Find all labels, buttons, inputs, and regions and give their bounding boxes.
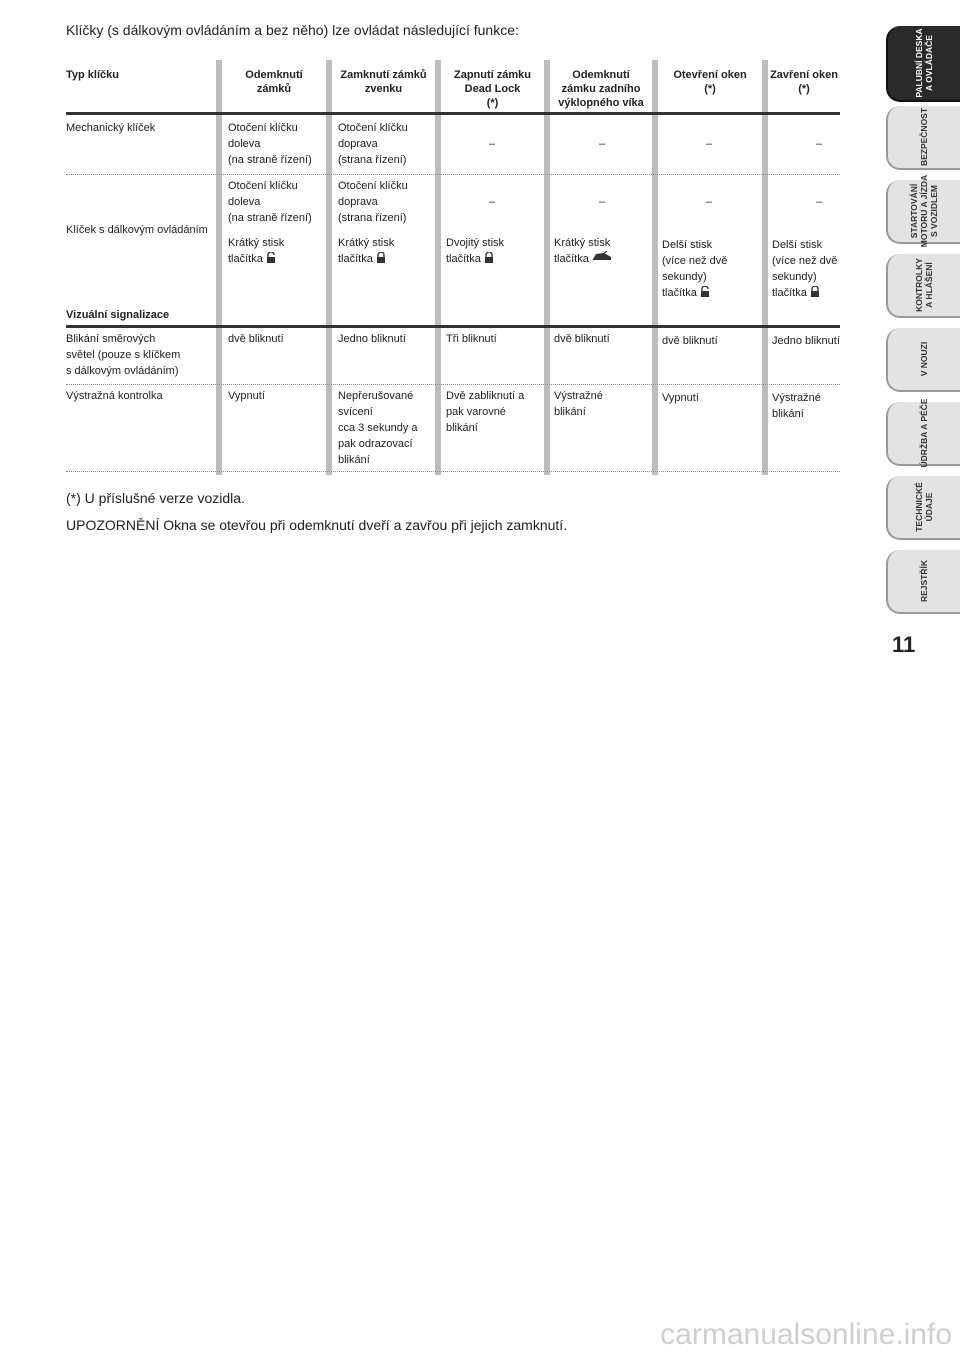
mech-key-label: Mechanický klíček: [66, 122, 156, 134]
remote-close-windows: Delší stisk (více než dvě sekundy) tlačítka: [772, 239, 838, 299]
lock-icon: [484, 252, 494, 263]
header-open-windows: Otevření oken (*): [673, 69, 747, 95]
tailgate-icon: [592, 251, 612, 262]
dash: –: [599, 196, 606, 208]
blink-lock: Jedno bliknutí: [338, 333, 406, 345]
tab-starting-driving[interactable]: STARTOVÁNÍ MOTORU A JÍZDA S VOZIDLEM: [886, 180, 960, 244]
tab-technical-data[interactable]: TECHNICKÉ ÚDAJE: [886, 476, 960, 540]
remote-tailgate-press: Krátký stisk tlačítka: [554, 237, 611, 265]
blink-deadlock: Tři bliknutí: [446, 333, 497, 345]
section-rule: [66, 325, 840, 328]
warn-open-windows: Vypnutí: [662, 392, 699, 404]
remote-lock-turn: Otočení klíčku doprava (strana řízení): [338, 180, 408, 224]
intro-text: Klíčky (s dálkovým ovládáním a bez něho) lze ovládat následující funkce:: [66, 22, 519, 38]
tab-safety[interactable]: BEZPEČNOST: [886, 106, 960, 170]
row-rule: [66, 384, 840, 385]
header-close-windows: Zavření oken (*): [770, 69, 838, 95]
tab-maintenance[interactable]: ÚDRŽBA A PÉČE: [886, 402, 960, 466]
remote-unlock-turn: Otočení klíčku doleva (na straně řízení): [228, 180, 312, 224]
header-tailgate: Odemknutí zámku zadního výklopného víka: [558, 69, 644, 109]
dash: –: [489, 196, 496, 208]
dash: –: [816, 138, 823, 150]
remote-key-label: Klíček s dálkovým ovládáním: [66, 224, 208, 236]
visual-signalling-label: Vizuální signalizace: [66, 309, 170, 321]
dash: –: [816, 196, 823, 208]
remote-deadlock-press: Dvojitý stisk tlačítka: [446, 237, 505, 265]
warn-deadlock: Dvě zabliknutí a pak varovné blikání: [446, 390, 525, 434]
watermark: carmanualsonline.info: [660, 1318, 952, 1351]
warning-light-label: Výstražná kontrolka: [66, 390, 163, 402]
lock-icon: [376, 252, 386, 263]
lock-icon: [810, 286, 820, 297]
header-deadlock: Zapnutí zámku Dead Lock (*): [453, 69, 531, 109]
tab-warning-lights[interactable]: KONTROLKY A HLÁŠENÍ: [886, 254, 960, 318]
header-key-type: Typ klíčku: [66, 69, 119, 81]
warn-unlock: Vypnutí: [228, 390, 265, 402]
mech-unlock: Otočení klíčku doleva (na straně řízení): [228, 122, 312, 166]
header-unlock: Odemknutí zámků: [245, 69, 303, 95]
page-number: 11: [892, 632, 916, 657]
version-note: (*) U příslušné verze vozidla.: [66, 490, 245, 506]
tab-emergency[interactable]: V NOUZI: [886, 328, 960, 392]
table-bottom-rule: [66, 471, 840, 472]
blink-tailgate: dvě bliknutí: [554, 333, 610, 345]
remote-lock-press: Krátký stisk tlačítka: [338, 237, 395, 265]
column-bar: [652, 60, 658, 475]
unlock-icon: [700, 286, 710, 297]
dash: –: [706, 196, 713, 208]
blink-unlock: dvě bliknutí: [228, 333, 284, 345]
header-lock: Zamknutí zámků zvenku: [340, 69, 427, 95]
warn-tailgate: Výstražné blikání: [554, 390, 603, 418]
warn-lock: Nepřerušované svícení cca 3 sekundy a pak odrazovací blikání: [338, 390, 418, 466]
tab-index[interactable]: REJSTŘÍK: [886, 550, 960, 614]
dash: –: [599, 138, 606, 150]
column-bar: [216, 60, 222, 475]
column-bar: [435, 60, 441, 475]
blink-open-windows: dvě bliknutí: [662, 335, 718, 347]
remote-open-windows: Delší stisk (více než dvě sekundy) tlačítka: [662, 239, 728, 299]
warning-note: UPOZORNĚNÍ Okna se otevřou při odemknutí dveří a zavřou při jejich zamknutí.: [66, 517, 568, 533]
key-functions-table: [66, 60, 840, 475]
column-bar: [326, 60, 332, 475]
tab-dashboard[interactable]: PALUBNÍ DESKA A OVLÁDAČE: [886, 26, 960, 102]
warn-close-windows: Výstražné blikání: [772, 392, 821, 420]
dash: –: [489, 138, 496, 150]
dash: –: [706, 138, 713, 150]
column-bar: [544, 60, 550, 475]
blink-label: Blikání směrových světel (pouze s klíčkem s dálkovým ovládáním): [66, 333, 181, 377]
row-rule: [66, 174, 840, 175]
mech-lock: Otočení klíčku doprava (strana řízení): [338, 122, 408, 166]
column-bar: [762, 60, 768, 475]
remote-unlock-press: Krátký stisk tlačítka: [228, 237, 285, 265]
unlock-icon: [266, 252, 276, 263]
blink-close-windows: Jedno bliknutí: [772, 335, 840, 347]
header-rule: [66, 112, 840, 115]
